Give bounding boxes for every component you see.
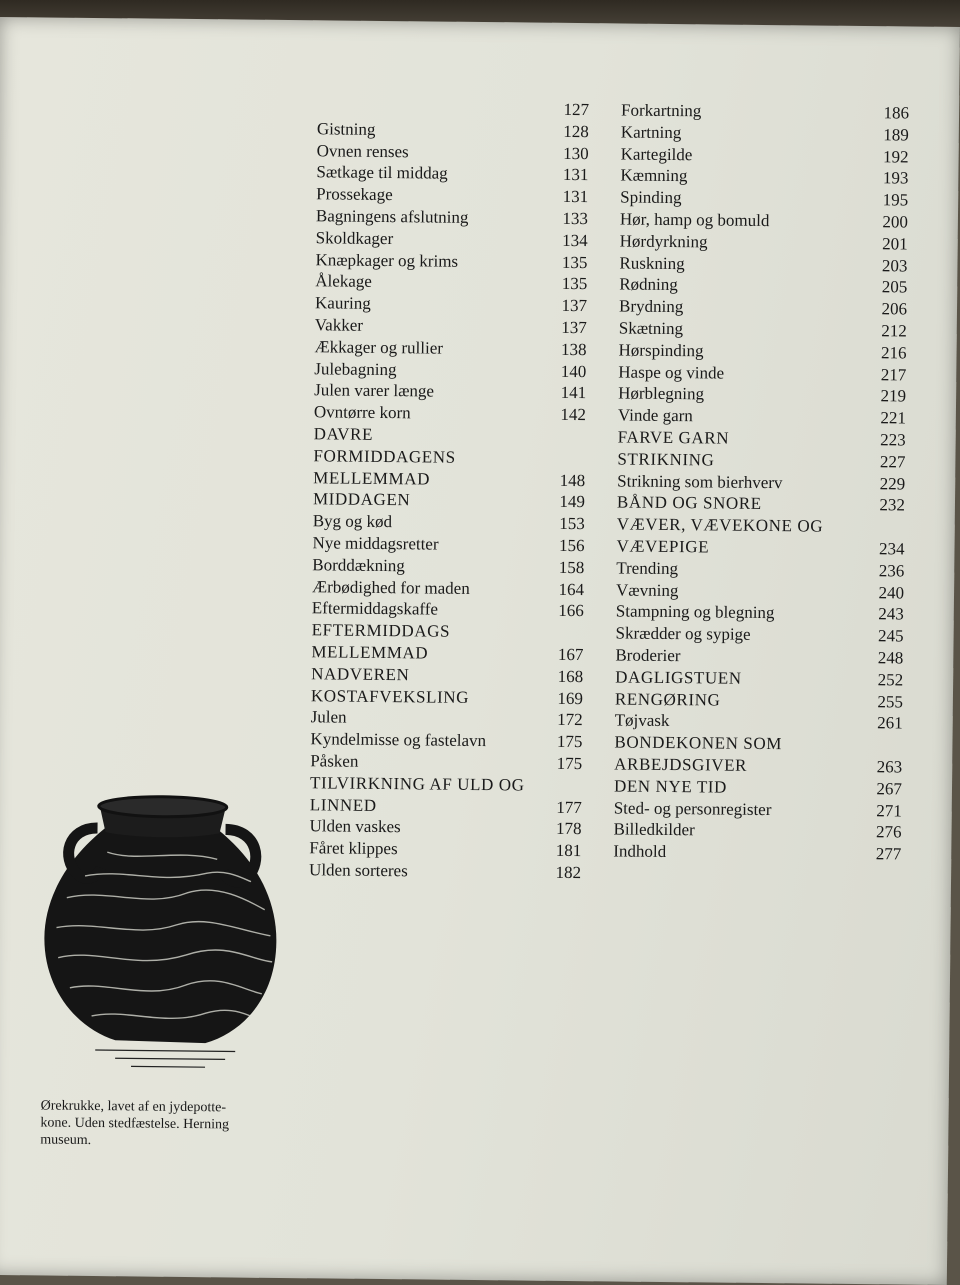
toc-entry-page: 138 bbox=[546, 338, 586, 360]
toc-entry bbox=[615, 623, 903, 648]
caption-line: museum. bbox=[40, 1131, 290, 1151]
toc-entry-title: FARVE GARN bbox=[618, 426, 866, 450]
toc-entry-page: 221 bbox=[866, 407, 906, 429]
toc-entry-page: 178 bbox=[541, 818, 581, 840]
toc-entry-page: 135 bbox=[547, 273, 587, 295]
toc-entry-page: 177 bbox=[542, 796, 582, 818]
toc-entry-title: Ruskning bbox=[619, 252, 867, 276]
toc-entry-title: Vævning bbox=[616, 579, 864, 603]
toc-entry bbox=[613, 841, 901, 866]
toc-entry-page: 192 bbox=[868, 146, 908, 168]
toc-entry-page: 141 bbox=[546, 382, 586, 404]
toc-entry-title: Vinde garn bbox=[618, 405, 866, 429]
toc-entry bbox=[621, 121, 909, 146]
toc-entry-title: DAGLIGSTUEN bbox=[615, 666, 863, 690]
toc-entry-page: 263 bbox=[862, 756, 902, 778]
toc-entry bbox=[619, 252, 907, 277]
toc-entry-page: 271 bbox=[862, 800, 902, 822]
toc-entry bbox=[618, 383, 906, 408]
toc-entry-title: Skætning bbox=[619, 317, 867, 341]
toc-entry-page: 186 bbox=[869, 102, 909, 124]
toc-entry-title: Bagningens afslutning bbox=[316, 205, 548, 229]
toc-entry-page: 164 bbox=[544, 578, 584, 600]
toc-entry-page: 166 bbox=[544, 600, 584, 622]
toc-entry-page: 193 bbox=[868, 167, 908, 189]
toc-entry bbox=[614, 797, 902, 822]
toc-entry-page: 127 bbox=[549, 99, 589, 121]
toc-entry bbox=[619, 296, 907, 321]
toc-entry bbox=[617, 470, 905, 495]
toc-entry-page: 167 bbox=[543, 644, 583, 666]
toc-entry-title: Rødning bbox=[619, 274, 867, 298]
toc-entry-title: Billedkilder bbox=[613, 819, 861, 843]
toc-entry-page: 277 bbox=[861, 843, 901, 865]
toc-entry bbox=[316, 162, 588, 187]
toc-entry bbox=[312, 598, 584, 623]
toc-entry bbox=[615, 710, 903, 735]
toc-entry-title: Ækkager og rullier bbox=[314, 336, 546, 360]
toc-entry-title: Ovnen renses bbox=[317, 140, 549, 164]
toc-entry bbox=[618, 339, 906, 364]
toc-entry-page: 148 bbox=[545, 469, 585, 491]
toc-entry-title: Julen bbox=[311, 707, 543, 731]
toc-entry-page: 169 bbox=[543, 687, 583, 709]
toc-entry bbox=[620, 187, 908, 212]
toc-entry bbox=[311, 707, 583, 732]
toc-entry-page: 276 bbox=[861, 821, 901, 843]
toc-entry bbox=[620, 208, 908, 233]
toc-entry-page: 133 bbox=[548, 208, 588, 230]
toc-entry bbox=[309, 837, 581, 862]
toc-entry-page: 232 bbox=[865, 494, 905, 516]
toc-entry-title: Sted- og personregister bbox=[614, 797, 862, 821]
toc-entry-page: 175 bbox=[542, 753, 582, 775]
toc-entry bbox=[309, 859, 581, 884]
toc-entry bbox=[311, 663, 583, 688]
toc-entry bbox=[309, 816, 581, 841]
toc-entry-title: Ålekage bbox=[315, 271, 547, 295]
toc-entry bbox=[616, 535, 904, 560]
toc-entry-title: Sætkage til middag bbox=[316, 162, 548, 186]
toc-entry-title: Strikning som bierhverv bbox=[617, 470, 865, 494]
toc-entry bbox=[617, 492, 905, 517]
toc-entry-title: RENGØRING bbox=[615, 688, 863, 712]
toc-entry-title: Vakker bbox=[315, 314, 547, 338]
toc-entry-title: Ovntørre korn bbox=[314, 401, 546, 425]
toc-entry-title: ARBEJDSGIVER bbox=[614, 753, 862, 777]
toc-entry-page: 217 bbox=[866, 364, 906, 386]
toc-entry-title: TILVIRKNING AF ULD OG bbox=[310, 772, 542, 796]
toc-entry bbox=[617, 514, 905, 539]
toc-entry-title: BÅND OG SNORE bbox=[617, 492, 865, 516]
clay-jar-icon bbox=[35, 787, 288, 1080]
toc-entry-title: Spinding bbox=[620, 187, 868, 211]
toc-entry-title: LINNED bbox=[310, 794, 542, 818]
toc-entry-page: 212 bbox=[867, 320, 907, 342]
toc-entry-page: 175 bbox=[542, 731, 582, 753]
toc-entry bbox=[312, 619, 584, 644]
toc-entry-title: Knæpkager og krims bbox=[315, 249, 547, 273]
toc-entry bbox=[310, 794, 582, 819]
toc-entry-page: 156 bbox=[544, 535, 584, 557]
toc-entry bbox=[616, 557, 904, 582]
toc-entry bbox=[620, 230, 908, 255]
toc-entry bbox=[316, 183, 588, 208]
toc-entry bbox=[313, 489, 585, 514]
toc-entry-title: Ulden sorteres bbox=[309, 859, 541, 883]
toc-entry-title: Ulden vaskes bbox=[309, 816, 541, 840]
toc-entry-page: 243 bbox=[864, 603, 904, 625]
toc-entry-title: DEN NYE TID bbox=[614, 775, 862, 799]
contents-column-right bbox=[613, 99, 909, 865]
caption-line: Ørekrukke, lavet af en jydepotte- bbox=[41, 1097, 291, 1117]
toc-entry-title: Kæmning bbox=[620, 165, 868, 189]
toc-entry-title: STRIKNING bbox=[617, 448, 865, 472]
toc-entry-page: 182 bbox=[541, 862, 581, 884]
toc-entry bbox=[316, 205, 588, 230]
toc-entry-page: 219 bbox=[866, 385, 906, 407]
toc-entry-title: VÆVER, VÆVEKONE OG bbox=[617, 514, 865, 538]
figure-caption bbox=[40, 1097, 291, 1151]
toc-entry bbox=[313, 510, 585, 535]
toc-entry-title: EFTERMIDDAGS bbox=[312, 619, 544, 643]
toc-entry-title: Skoldkager bbox=[316, 227, 548, 251]
toc-entry-page: 261 bbox=[863, 712, 903, 734]
toc-entry-title: Stampning og blegning bbox=[616, 601, 864, 625]
toc-entry bbox=[311, 641, 583, 666]
toc-entry bbox=[618, 361, 906, 386]
toc-entry bbox=[616, 601, 904, 626]
toc-entry bbox=[315, 271, 587, 296]
toc-entry-page: 195 bbox=[868, 189, 908, 211]
toc-entry-page: 168 bbox=[543, 665, 583, 687]
toc-entry-title: NADVEREN bbox=[311, 663, 543, 687]
toc-entry bbox=[310, 750, 582, 775]
toc-entry-page: 236 bbox=[864, 560, 904, 582]
toc-entry-title: VÆVEPIGE bbox=[616, 535, 864, 559]
toc-entry-page: 223 bbox=[866, 429, 906, 451]
toc-entry-title: Brydning bbox=[619, 296, 867, 320]
toc-entry-page: 142 bbox=[546, 404, 586, 426]
toc-entry-title: Kartegilde bbox=[621, 143, 869, 167]
toc-entry-title: MELLEMMAD bbox=[313, 467, 545, 491]
toc-entry-title: Hørdyrkning bbox=[620, 230, 868, 254]
toc-entry-title: Hørspinding bbox=[618, 339, 866, 363]
toc-entry bbox=[617, 448, 905, 473]
toc-entry-title: Gistning bbox=[317, 118, 549, 142]
toc-entry-title: Hør, hamp og bomuld bbox=[620, 208, 868, 232]
toc-entry bbox=[312, 532, 584, 557]
toc-entry bbox=[614, 775, 902, 800]
toc-entry bbox=[311, 685, 583, 710]
toc-entry-page: 172 bbox=[543, 709, 583, 731]
toc-entry bbox=[313, 467, 585, 492]
toc-entry-page: 158 bbox=[544, 556, 584, 578]
toc-entry bbox=[616, 579, 904, 604]
toc-entry-page: 240 bbox=[864, 582, 904, 604]
toc-entry-title: Haspe og vinde bbox=[618, 361, 866, 385]
toc-entry-page: 189 bbox=[869, 124, 909, 146]
toc-entry-title: Fåret klippes bbox=[309, 837, 541, 861]
toc-entry-page: 131 bbox=[548, 186, 588, 208]
toc-entry-title: MIDDAGEN bbox=[313, 489, 545, 513]
toc-entry-page: 252 bbox=[863, 669, 903, 691]
toc-entry-title: Påsken bbox=[310, 750, 542, 774]
toc-entry-page: 131 bbox=[548, 164, 588, 186]
toc-entry bbox=[312, 576, 584, 601]
toc-entry-title: Indhold bbox=[613, 841, 861, 865]
toc-entry bbox=[316, 227, 588, 252]
toc-entry-title: Prossekage bbox=[316, 183, 548, 207]
toc-entry bbox=[317, 96, 589, 121]
toc-entry-page: 245 bbox=[863, 625, 903, 647]
toc-entry bbox=[614, 753, 902, 778]
toc-entry-page: 135 bbox=[547, 251, 587, 273]
toc-entry-page: 201 bbox=[868, 233, 908, 255]
toc-entry-page: 206 bbox=[867, 298, 907, 320]
toc-entry bbox=[615, 688, 903, 713]
toc-entry-page: 200 bbox=[868, 211, 908, 233]
toc-entry-title: Julebagning bbox=[314, 358, 546, 382]
toc-entry-title: Hørblegning bbox=[618, 383, 866, 407]
toc-entry-title: Kyndelmisse og fastelavn bbox=[310, 728, 542, 752]
toc-entry bbox=[314, 401, 586, 426]
toc-entry bbox=[621, 143, 909, 168]
toc-entry-title: Tøjvask bbox=[615, 710, 863, 734]
toc-entry bbox=[618, 426, 906, 451]
toc-entry-title: Byg og kød bbox=[313, 510, 545, 534]
toc-entry bbox=[613, 819, 901, 844]
toc-entry bbox=[315, 314, 587, 339]
caption-line: kone. Uden stedfæstelse. Herning bbox=[40, 1114, 290, 1134]
toc-entry-title: Nye middagsretter bbox=[312, 532, 544, 556]
toc-entry bbox=[310, 728, 582, 753]
toc-entry-title: Eftermiddagskaffe bbox=[312, 598, 544, 622]
toc-entry bbox=[619, 317, 907, 342]
toc-entry-title: Broderier bbox=[615, 644, 863, 668]
toc-entry-page: 128 bbox=[549, 121, 589, 143]
toc-entry bbox=[310, 772, 582, 797]
toc-entry-page: 137 bbox=[547, 295, 587, 317]
toc-entry bbox=[312, 554, 584, 579]
toc-entry-page: 149 bbox=[545, 491, 585, 513]
toc-entry bbox=[614, 732, 902, 757]
toc-entry-page: 130 bbox=[549, 142, 589, 164]
toc-entry-page: 140 bbox=[546, 360, 586, 382]
book-page bbox=[0, 17, 960, 1285]
toc-entry-page: 227 bbox=[865, 451, 905, 473]
toc-entry-page: 153 bbox=[545, 513, 585, 535]
toc-entry-title: Ærbødighed for maden bbox=[312, 576, 544, 600]
toc-entry-title: Borddækning bbox=[312, 554, 544, 578]
toc-entry-title: BONDEKONEN SOM bbox=[614, 732, 862, 756]
toc-entry-title: Forkartning bbox=[621, 99, 869, 123]
toc-entry bbox=[315, 292, 587, 317]
toc-entry bbox=[314, 380, 586, 405]
toc-entry bbox=[615, 666, 903, 691]
toc-entry bbox=[315, 249, 587, 274]
toc-entry-page: 205 bbox=[867, 276, 907, 298]
contents-column-left bbox=[309, 96, 589, 883]
toc-entry-title: Trending bbox=[616, 557, 864, 581]
toc-entry-page: 134 bbox=[548, 230, 588, 252]
toc-entry-title: KOSTAFVEKSLING bbox=[311, 685, 543, 709]
toc-entry bbox=[314, 423, 586, 448]
toc-entry-title: Julen varer længe bbox=[314, 380, 546, 404]
toc-entry-page: 229 bbox=[865, 473, 905, 495]
toc-entry bbox=[619, 274, 907, 299]
toc-entry-title: DAVRE bbox=[314, 423, 546, 447]
toc-entry-page: 234 bbox=[864, 538, 904, 560]
toc-entry-page: 255 bbox=[863, 691, 903, 713]
toc-entry-page: 216 bbox=[866, 342, 906, 364]
toc-entry-title: Skrædder og sypige bbox=[615, 623, 863, 647]
toc-entry-page: 137 bbox=[547, 317, 587, 339]
toc-entry bbox=[618, 405, 906, 430]
toc-entry bbox=[317, 118, 589, 143]
toc-entry-page: 181 bbox=[541, 840, 581, 862]
toc-entry-title: MELLEMMAD bbox=[311, 641, 543, 665]
toc-entry-title: Kauring bbox=[315, 292, 547, 316]
toc-entry bbox=[620, 165, 908, 190]
toc-entry bbox=[314, 336, 586, 361]
toc-entry-title bbox=[317, 96, 549, 98]
toc-entry-title: Kartning bbox=[621, 121, 869, 145]
toc-entry bbox=[313, 445, 585, 470]
toc-entry bbox=[615, 644, 903, 669]
toc-entry bbox=[317, 140, 589, 165]
toc-entry-page: 267 bbox=[862, 778, 902, 800]
toc-entry-page: 248 bbox=[863, 647, 903, 669]
toc-entry bbox=[314, 358, 586, 383]
toc-entry-title: FORMIDDAGENS bbox=[313, 445, 545, 469]
toc-entry-page: 203 bbox=[867, 255, 907, 277]
toc-entry bbox=[621, 99, 909, 124]
